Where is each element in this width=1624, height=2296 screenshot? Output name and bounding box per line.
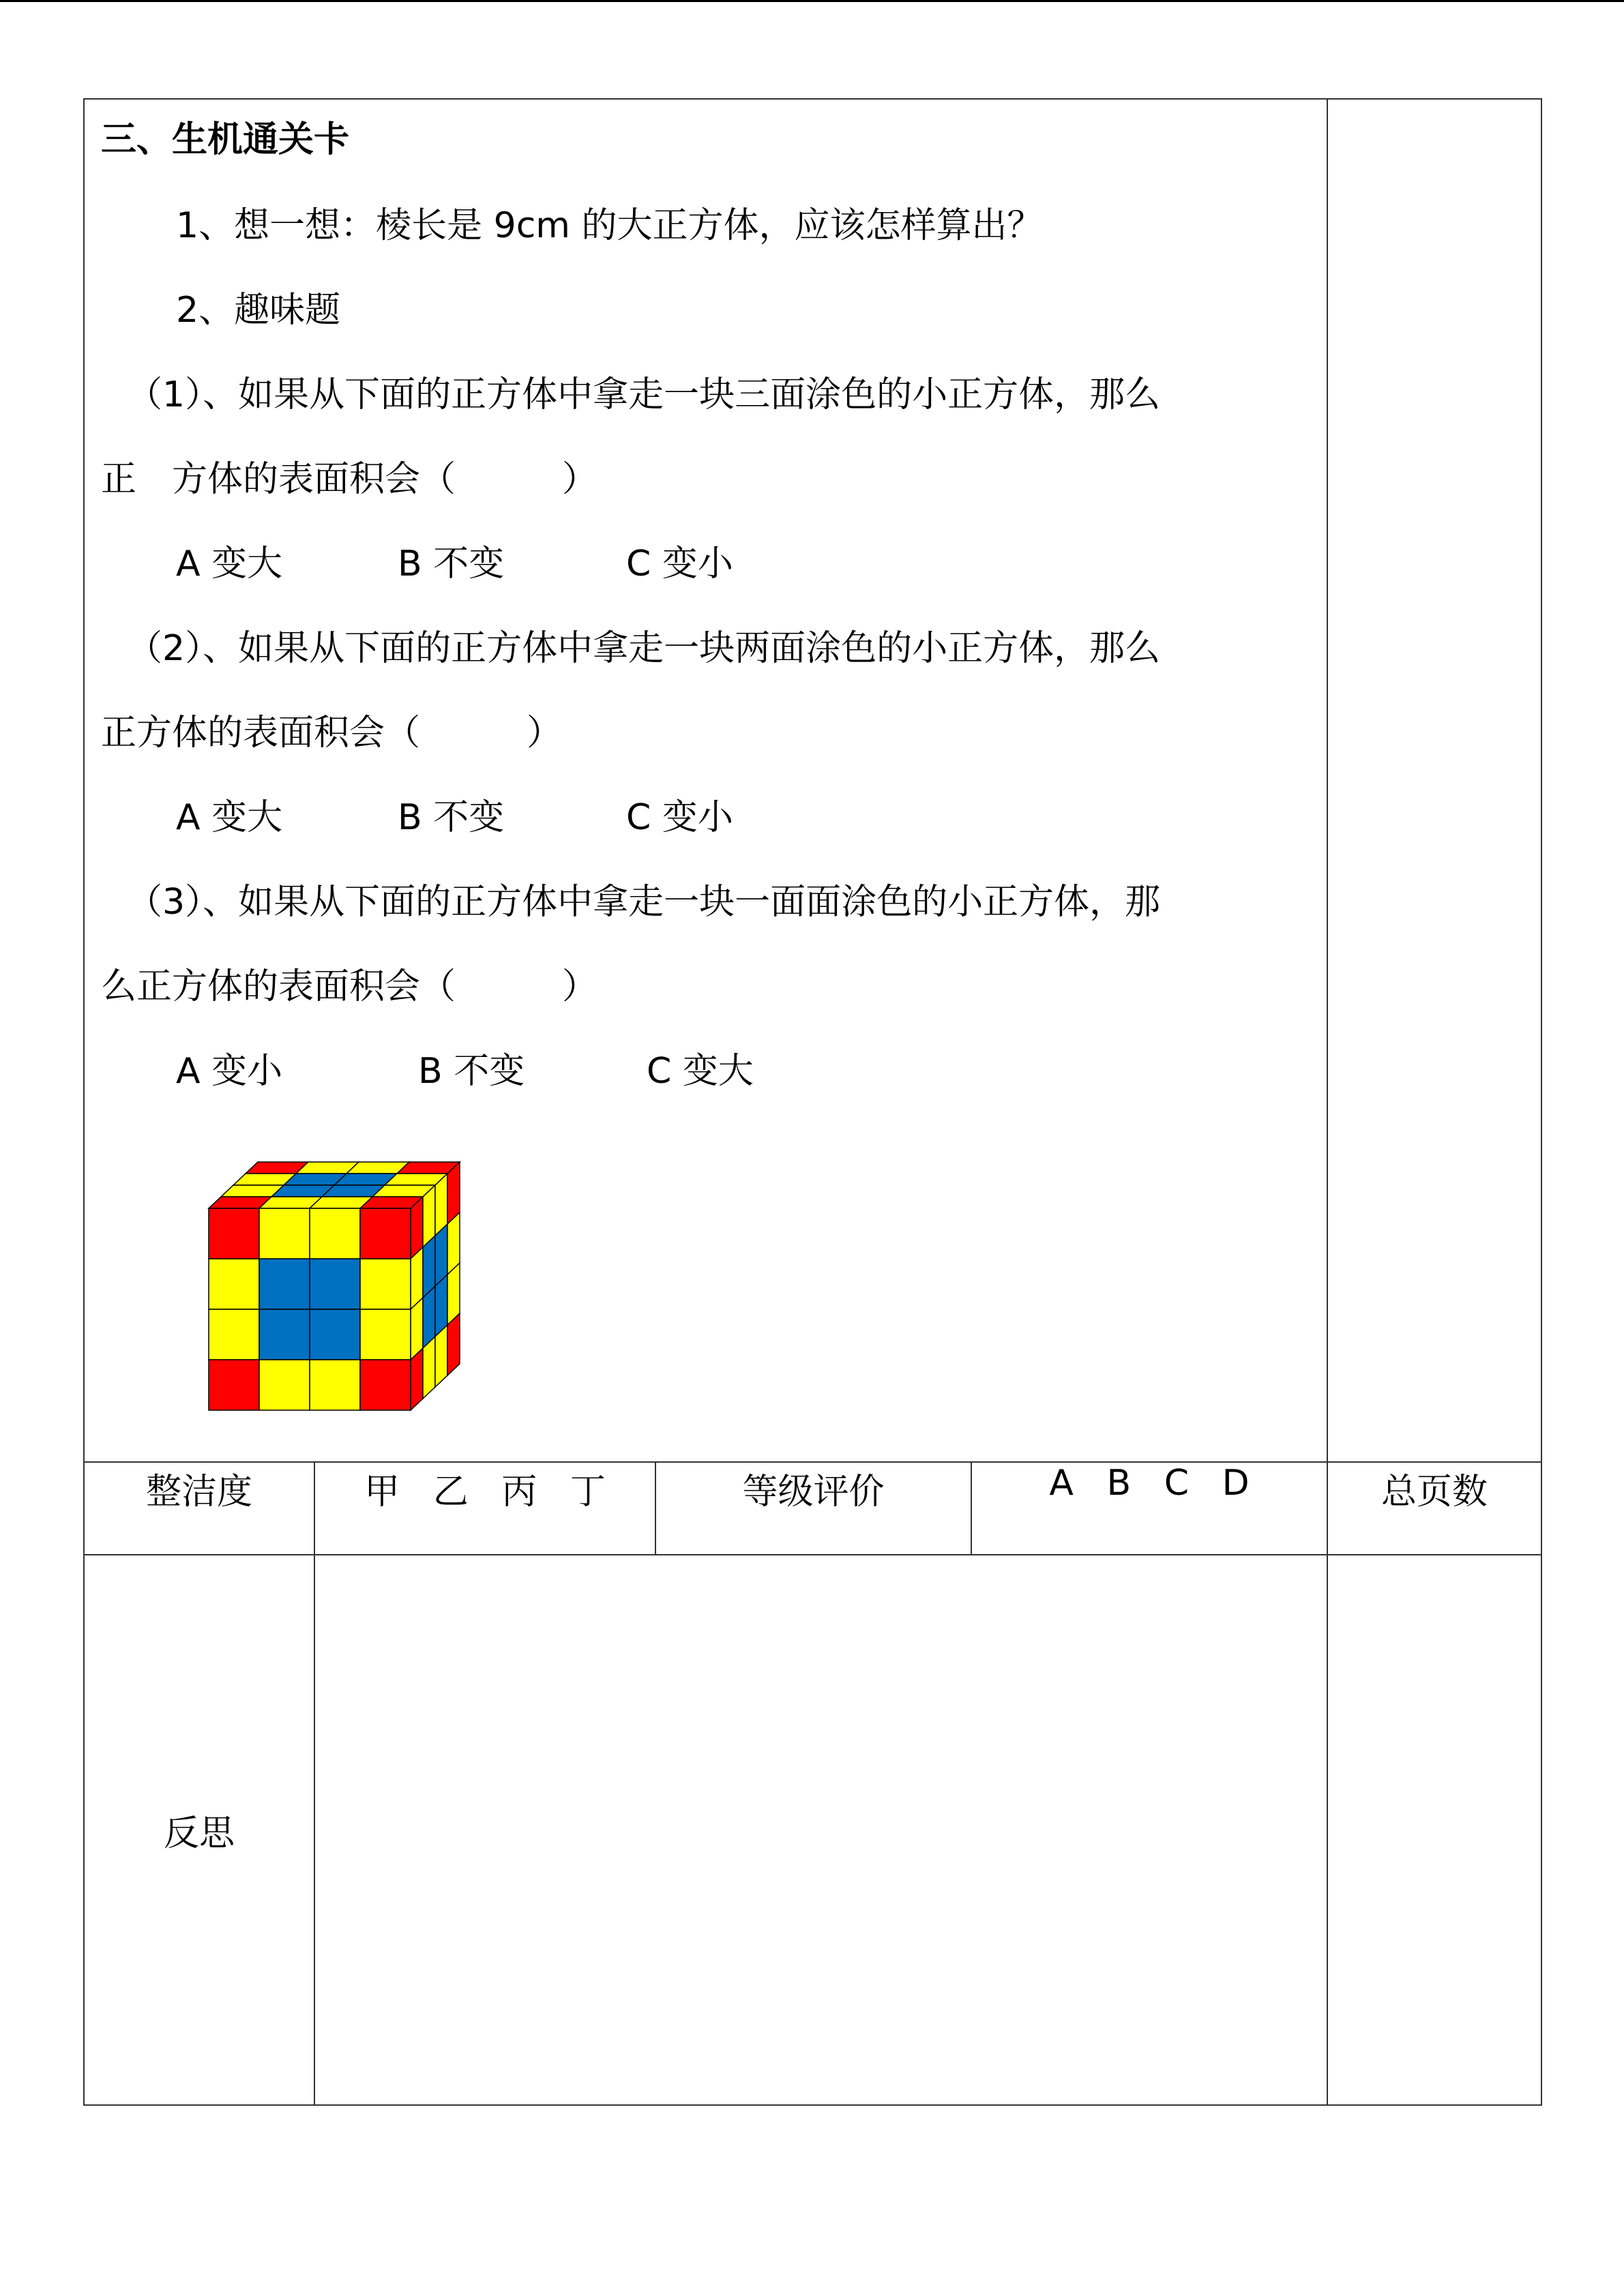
cube-side-facelet (435, 1325, 447, 1387)
cube-front-facelet (259, 1309, 310, 1360)
neatness-grades (314, 1462, 655, 1555)
cube-front-facelet (360, 1259, 411, 1309)
cube-front-facelet (259, 1259, 310, 1309)
option-c: C 变小 (626, 797, 733, 838)
option-c: C 变大 (647, 1051, 754, 1092)
sub-question-2-line-2: 正方体的表面积会（ ） (101, 713, 563, 754)
sub-question-1-line-2: 正 方体的表面积会（ ） (101, 459, 598, 500)
cube-front-facelet (209, 1309, 259, 1360)
reflection-side-cell (1327, 1555, 1541, 2105)
question-2: 2、趣味题 (176, 290, 341, 331)
option-a: A 变大 (176, 543, 283, 584)
level-grade: D (1222, 1463, 1250, 1504)
cube-front-facelet (259, 1208, 310, 1259)
side-notes-cell (1327, 99, 1541, 1462)
option-b: B 不变 (418, 1051, 525, 1092)
section-heading: 三、生机通关卡 (101, 119, 350, 160)
neatness-grade: 乙 (432, 1472, 469, 1512)
cube-front-facelet (310, 1208, 360, 1259)
exercise-cell (84, 99, 1327, 1462)
sub-question-1-options (101, 543, 1313, 627)
reflection-label: 反思 (84, 1555, 314, 2105)
question-1: 1、想一想：棱长是 9cm 的大正方体，应该怎样算出？ (176, 205, 1043, 246)
level-label: 等级评价 (655, 1462, 971, 1555)
neatness-grade: 甲 (364, 1472, 400, 1512)
option-a: A 变小 (176, 1051, 283, 1092)
option-c: C 变小 (626, 543, 733, 584)
neatness-grade: 丙 (501, 1472, 537, 1512)
page-top-border (0, 0, 1624, 2)
sub-question-3-line-2: 么正方体的表面积会（ ） (101, 966, 598, 1007)
sub-question-3-line-1: （3）、如果从下面的正方体中拿走一块一面面涂色的小正方体，那 (127, 882, 1161, 923)
neatness-label: 整洁度 (84, 1462, 314, 1555)
sub-question-3-options (101, 1050, 1313, 1135)
cube-front-facelet (310, 1360, 360, 1410)
cube-front-facelet (310, 1259, 360, 1309)
cube-front-facelet (209, 1208, 259, 1259)
reflection-area (314, 1555, 1327, 2105)
total-pages-label: 总页数 (1327, 1462, 1541, 1555)
level-grade: A (1049, 1463, 1074, 1504)
cube-front-facelet (360, 1309, 411, 1360)
option-a: A 变大 (176, 797, 283, 838)
sub-question-2-options (101, 796, 1313, 881)
option-b: B 不变 (398, 797, 505, 838)
level-grade: B (1106, 1463, 1132, 1504)
cube-side-facelet (423, 1337, 435, 1399)
worksheet-table (83, 98, 1542, 2106)
cube-front-facelet (209, 1259, 259, 1309)
option-b: B 不变 (398, 543, 505, 584)
cube-front-facelet (310, 1309, 360, 1360)
neatness-grade: 丁 (570, 1472, 606, 1512)
cube-side-facelet (447, 1313, 460, 1375)
cube-front-facelet (360, 1208, 411, 1259)
painted-cube-figure (203, 1155, 462, 1414)
sub-question-1-line-1: （1）、如果从下面的正方体中拿走一块三面涂色的小正方体，那么 (127, 374, 1161, 415)
level-grades (971, 1462, 1327, 1555)
cube-side-facelet (411, 1348, 423, 1410)
level-grade: C (1164, 1463, 1190, 1504)
sub-question-2-line-1: （2）、如果从下面的正方体中拿走一块两面涂色的小正方体，那么 (127, 628, 1161, 669)
cube-front-facelet (259, 1360, 310, 1410)
cube-front-facelet (360, 1360, 411, 1410)
cube-front-facelet (209, 1360, 259, 1410)
painted-cube-drawing (203, 1155, 462, 1414)
